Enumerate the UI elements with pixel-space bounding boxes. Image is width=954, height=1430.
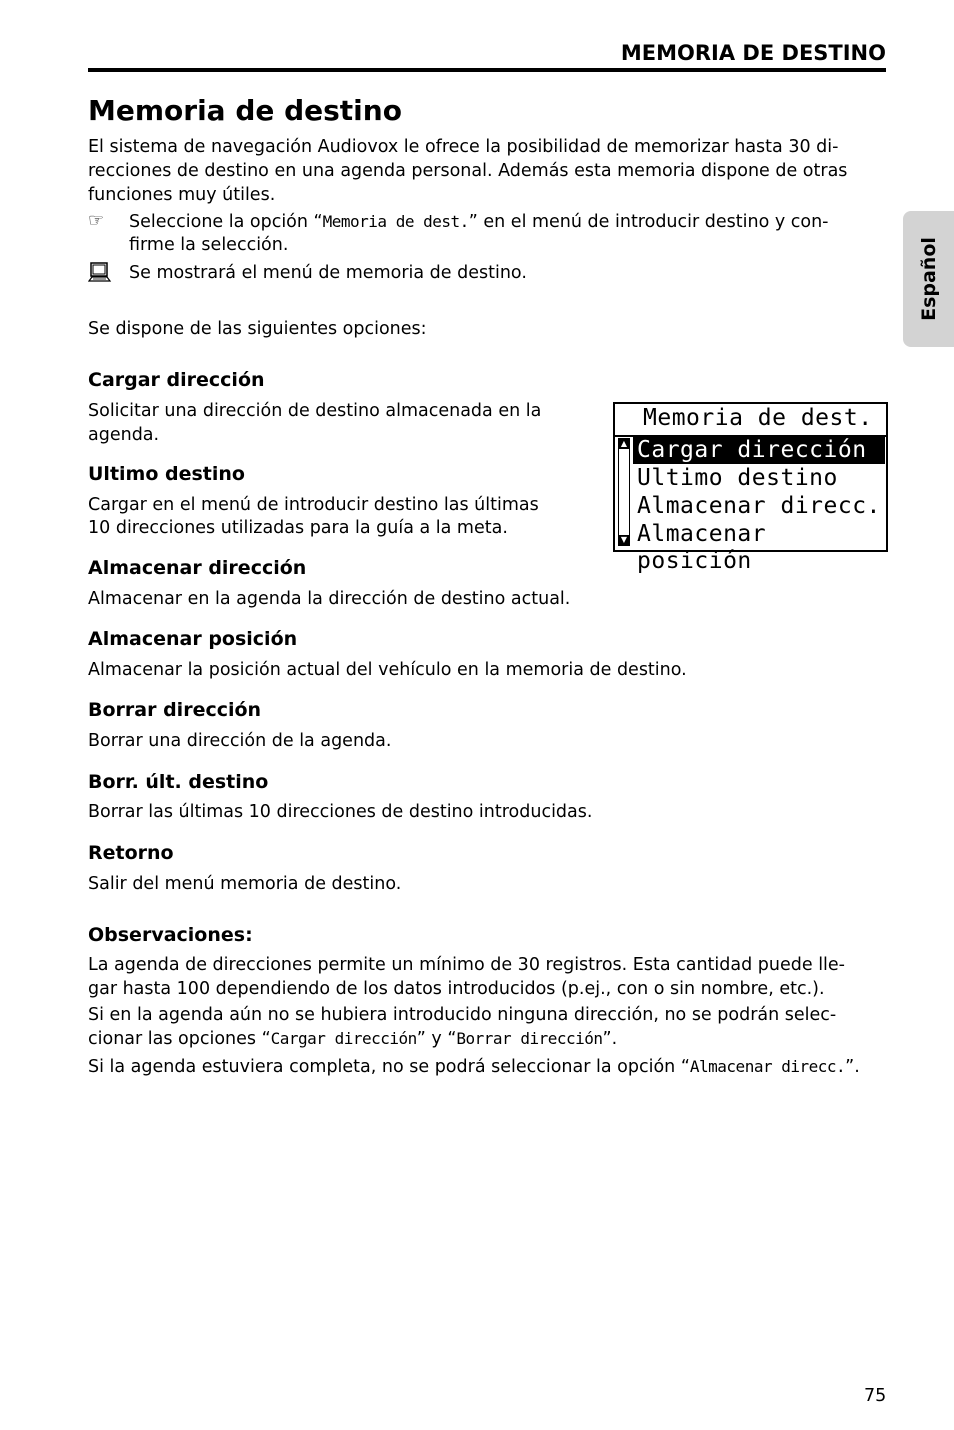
section-title-ultimo: Ultimo destino [88,463,245,485]
language-tab-label: Español [917,237,940,321]
section-text: Almacenar en la agenda la dirección de destino actual. [88,589,571,609]
section-text: Salir del menú memoria de destino. [88,874,402,894]
observations-title: Observaciones: [88,924,253,946]
step-text: Seleccione la opción “Memoria de dest.” en el menú de introducir destino y con- [129,212,829,232]
computer-icon [88,262,112,289]
intro-line-1: El sistema de navegación Audiovox le ofrece la posibilidad de memorizar hasta 30 di- [88,137,839,157]
section-title-retorno: Retorno [88,842,174,864]
section-title-almacenar-posicion: Almacenar posición [88,628,298,650]
section-text: Solicitar una dirección de destino almacenada en la [88,401,542,421]
lcd-menu-item: Almacenar posición [637,521,767,574]
lcd-menu-item: Ultimo destino [637,465,838,491]
section-text: 10 direcciones utilizadas para la guía a la meta. [88,518,508,538]
section-text: Cargar en el menú de introducir destino las últimas [88,495,539,515]
section-title-borr-ult-destino: Borr. últ. destino [88,771,269,793]
section-text: Almacenar la posición actual del vehículo en la memoria de destino. [88,660,687,680]
lcd-scrollbar [618,438,630,546]
lcd-menu-item: Almacenar direcc. [637,493,881,519]
option-almacenar-direcc: Almacenar direcc. [689,1057,846,1076]
options-intro: Se dispone de las siguientes opciones: [88,319,427,339]
section-text: Borrar las últimas 10 direcciones de destino introducidas. [88,802,593,822]
result-text: Se mostrará el menú de memoria de destino. [129,263,527,283]
observations-text: La agenda de direcciones permite un mínimo de 30 registros. Esta cantidad puede lle- [88,955,845,975]
lcd-menu-item-selected: Cargar dirección [633,437,885,464]
page-header [88,38,886,72]
page-number: 75 [864,1386,887,1406]
pointing-hand-icon: ☞ [88,210,105,231]
step-text-line-2: firme la selección. [129,235,289,255]
section-text: Borrar una dirección de la agenda. [88,731,392,751]
section-title-borrar-direccion: Borrar dirección [88,699,262,721]
scroll-up-arrow-icon: ▲ [620,439,628,448]
section-title-cargar: Cargar dirección [88,369,265,391]
section-text: agenda. [88,425,160,445]
language-tab [903,211,954,347]
intro-line-3: funciones muy útiles. [88,185,276,205]
intro-line-2: recciones de destino en una agenda personal. Además esta memoria dispone de otras [88,161,848,181]
observations-text: gar hasta 100 dependiendo de los datos introducidos (p.ej., con o sin nombre, etc.). [88,979,825,999]
header-title: MEMORIA DE DESTINO [620,41,886,65]
step-option: Memoria de dest. [322,212,469,231]
observations-text: cionar las opciones “Cargar dirección” y “Borrar dirección”. [88,1029,618,1049]
option-cargar-direccion: Cargar dirección [270,1029,417,1048]
lcd-title: Memoria de dest. [643,405,873,431]
observations-text: Si la agenda estuviera completa, no se podrá seleccionar la opción “Almacenar direcc.”. [88,1057,860,1077]
lcd-menu-display [613,402,888,574]
section-title-almacenar-direccion: Almacenar dirección [88,557,307,579]
page-title: Memoria de destino [88,94,402,127]
scroll-down-arrow-icon: ▼ [620,535,628,544]
observations-text: Si en la agenda aún no se hubiera introducido ninguna dirección, no se podrán selec- [88,1005,837,1025]
option-borrar-direccion: Borrar dirección [456,1029,603,1048]
